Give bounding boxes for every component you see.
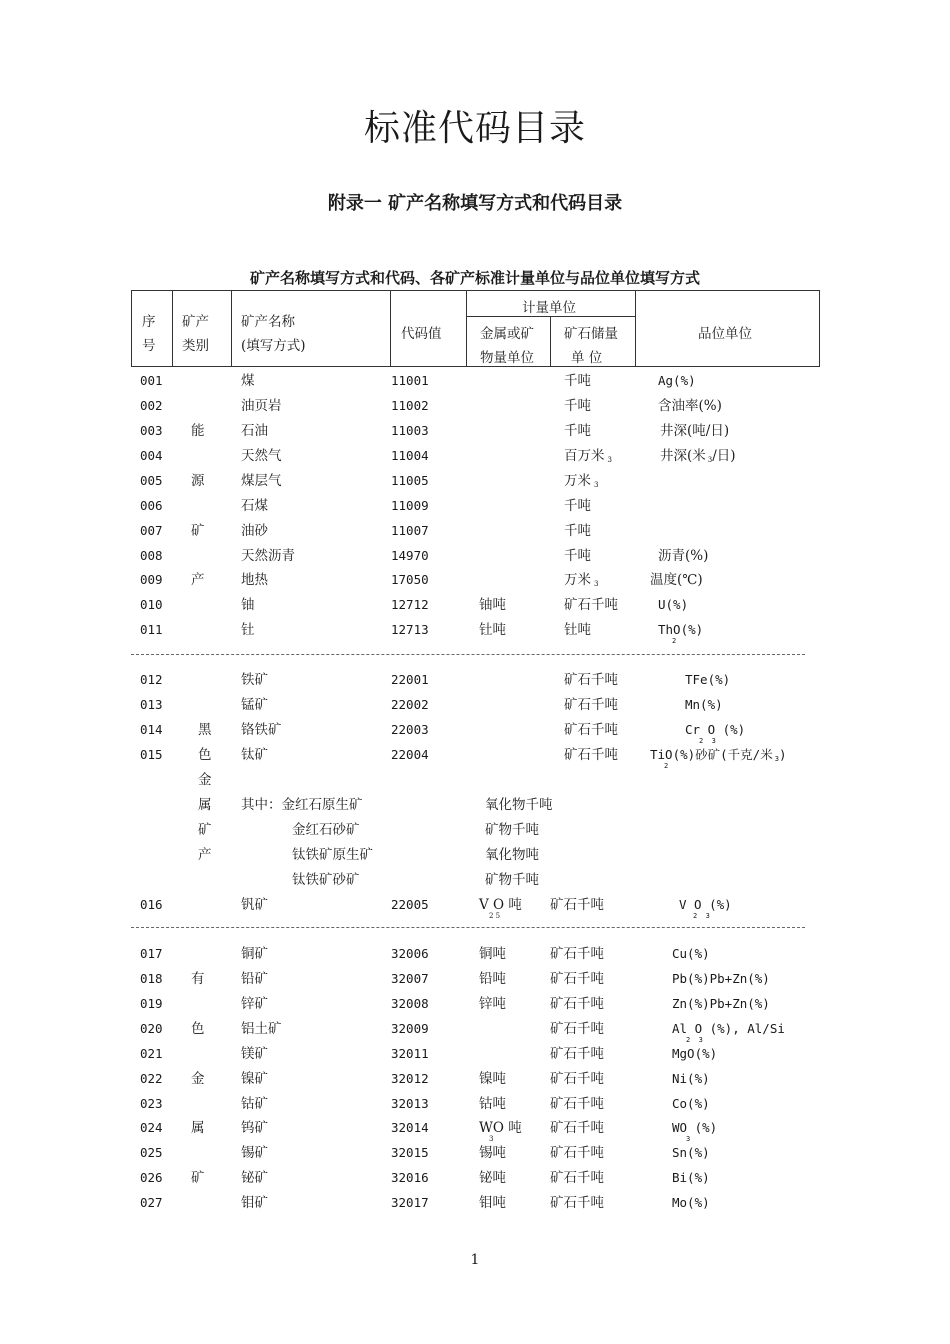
row-code: 11007 xyxy=(391,523,429,538)
subscript: 2 3 xyxy=(693,912,710,920)
row-metal-unit: 钴吨 xyxy=(479,1096,506,1112)
appendix-subtitle: 附录一 矿产名称填写方式和代码目录 xyxy=(327,193,623,214)
row-seq: 013 xyxy=(140,697,163,712)
category-char: 矿 xyxy=(198,822,212,838)
row-ore-unit: 钍吨 xyxy=(564,622,591,638)
row-code: 22002 xyxy=(391,697,429,712)
row-name: 油砂 xyxy=(241,523,268,539)
row-ore-unit: 矿石千吨 xyxy=(564,722,618,738)
row-name: 锌矿 xyxy=(241,996,268,1012)
row-grade-unit: 温度(℃) xyxy=(650,572,703,588)
row-code: 32015 xyxy=(391,1145,429,1160)
row-code: 12713 xyxy=(391,622,429,637)
row-seq: 014 xyxy=(140,722,163,737)
row-code: 32016 xyxy=(391,1170,429,1185)
header-seq-1: 序 xyxy=(142,314,156,330)
row-code: 11001 xyxy=(391,373,429,388)
row-name: 其中：金红石原生矿 xyxy=(241,797,363,813)
category-char: 源 xyxy=(191,473,205,489)
superscript: 3 xyxy=(594,481,599,489)
row-seq: 010 xyxy=(140,597,163,612)
row-ore-unit: 矿石千吨 xyxy=(550,1195,604,1211)
row-metal-unit: 氧化物千吨 xyxy=(485,797,553,813)
row-code: 32008 xyxy=(391,996,429,1011)
row-name: 铬铁矿 xyxy=(241,722,282,738)
row-code: 32013 xyxy=(391,1096,429,1111)
row-grade-unit: ThO 2 (%) xyxy=(658,622,703,638)
row-ore-unit: 千吨 xyxy=(564,398,591,414)
row-code: 22004 xyxy=(391,747,429,762)
category-char: 属 xyxy=(191,1120,205,1136)
row-name: 钴矿 xyxy=(241,1096,268,1112)
category-char: 金 xyxy=(191,1071,205,1087)
row-name: 铅矿 xyxy=(241,971,268,987)
row-grade-unit: 井深(米 3/日) xyxy=(660,448,736,464)
category-char: 矿 xyxy=(191,523,205,539)
row-grade-unit: Pb(%)Pb+Zn(%) xyxy=(672,971,770,986)
row-ore-unit: 矿石千吨 xyxy=(550,1120,604,1136)
category-char: 金 xyxy=(198,772,212,788)
row-seq: 018 xyxy=(140,971,163,986)
row-code: 17050 xyxy=(391,572,429,587)
row-name: 煤 xyxy=(241,373,255,389)
row-ore-unit: 千吨 xyxy=(564,548,591,564)
row-seq: 021 xyxy=(140,1046,163,1061)
row-seq: 017 xyxy=(140,946,163,961)
row-metal-unit: 钼吨 xyxy=(479,1195,506,1211)
row-ore-unit: 矿石千吨 xyxy=(564,672,618,688)
row-code: 11005 xyxy=(391,473,429,488)
page-title: 标准代码目录 xyxy=(363,108,586,149)
row-metal-unit: 镍吨 xyxy=(479,1071,506,1087)
grade-end: ) xyxy=(778,747,787,762)
header-seq-2: 号 xyxy=(142,338,156,354)
row-name: 铀 xyxy=(241,597,255,613)
row-grade-unit: Zn(%)Pb+Zn(%) xyxy=(672,996,770,1011)
superscript: 3 xyxy=(594,580,599,588)
row-seq: 009 xyxy=(140,572,163,587)
header-ore-1: 矿石储量 xyxy=(564,326,618,342)
row-name: 地热 xyxy=(241,572,268,588)
row-name: 铝土矿 xyxy=(241,1021,282,1037)
row-grade-unit: 沥青(%) xyxy=(658,548,709,564)
row-name: 煤层气 xyxy=(241,473,282,489)
row-ore-unit: 矿石千吨 xyxy=(550,946,604,962)
category-char: 能 xyxy=(191,423,205,439)
row-grade-unit: Cr O (%) 2 3 xyxy=(685,722,745,738)
header-name-1: 矿产名称 xyxy=(241,314,295,330)
row-ore-unit: 矿石千吨 xyxy=(550,971,604,987)
row-seq: 016 xyxy=(140,897,163,912)
row-code: 11003 xyxy=(391,423,429,438)
row-grade-unit: 井深(吨/日) xyxy=(660,423,730,439)
section-divider xyxy=(131,927,805,928)
row-code: 32009 xyxy=(391,1021,429,1036)
row-name: 金红石砂矿 xyxy=(292,822,360,838)
row-ore-unit: 矿石千吨 xyxy=(550,1071,604,1087)
subscript: 2 3 xyxy=(686,1036,703,1044)
row-code: 11009 xyxy=(391,498,429,513)
row-metal-unit: 锡吨 xyxy=(479,1145,506,1161)
row-name: 钨矿 xyxy=(241,1120,268,1136)
category-char: 色 xyxy=(191,1021,205,1037)
row-code: 14970 xyxy=(391,548,429,563)
row-code: 32014 xyxy=(391,1120,429,1135)
row-metal-unit: 铀吨 xyxy=(479,597,506,613)
row-name: 天然沥青 xyxy=(241,548,295,564)
row-code: 32012 xyxy=(391,1071,429,1086)
row-seq: 023 xyxy=(140,1096,163,1111)
row-ore-unit: 矿石千吨 xyxy=(564,747,618,763)
row-ore-unit: 百万米 3 xyxy=(564,448,612,464)
header-grade: 品位单位 xyxy=(698,326,752,342)
header-metal-1: 金属或矿 xyxy=(480,326,534,342)
row-grade-unit: Ni(%) xyxy=(672,1071,710,1086)
row-code: 32007 xyxy=(391,971,429,986)
row-ore-unit: 矿石千吨 xyxy=(550,1170,604,1186)
row-seq: 015 xyxy=(140,747,163,762)
superscript: 3 xyxy=(607,456,612,464)
subscript: 3 xyxy=(686,1135,691,1143)
page-number: 1 xyxy=(470,1252,480,1268)
header-unit-group: 计量单位 xyxy=(522,300,576,316)
row-metal-unit: 铋吨 xyxy=(479,1170,506,1186)
row-code: 22003 xyxy=(391,722,429,737)
row-seq: 003 xyxy=(140,423,163,438)
row-name: 锡矿 xyxy=(241,1145,268,1161)
header-category-2: 类别 xyxy=(182,338,209,354)
row-ore-unit: 矿石千吨 xyxy=(550,996,604,1012)
row-name: 铜矿 xyxy=(241,946,268,962)
row-seq: 019 xyxy=(140,996,163,1011)
row-grade-unit: TiO 2 (%)砂矿(千克/米 3) xyxy=(650,747,786,767)
row-ore-unit: 矿石千吨 xyxy=(550,1145,604,1161)
category-char: 产 xyxy=(198,847,212,863)
row-metal-unit: 铜吨 xyxy=(479,946,506,962)
row-metal-unit: V O 吨 2 5 xyxy=(479,897,522,913)
row-seq: 012 xyxy=(140,672,163,687)
subscript: 2 xyxy=(672,637,677,645)
row-grade-unit: U(%) xyxy=(658,597,689,612)
header-metal-2: 物量单位 xyxy=(480,350,534,366)
row-seq: 006 xyxy=(140,498,163,513)
row-grade-unit: MgO(%) xyxy=(672,1046,718,1061)
category-char: 属 xyxy=(198,797,212,813)
grade-tail: (%) xyxy=(680,622,704,637)
row-name: 钼矿 xyxy=(241,1195,268,1211)
row-ore-unit: 矿石千吨 xyxy=(550,1096,604,1112)
row-name: 镁矿 xyxy=(241,1046,268,1062)
row-metal-unit: 锌吨 xyxy=(479,996,506,1012)
row-grade-unit: TFe(%) xyxy=(685,672,731,687)
row-code: 22005 xyxy=(391,897,429,912)
row-name: 钛铁矿原生矿 xyxy=(292,847,373,863)
row-grade-unit: 含油率(%) xyxy=(658,398,722,414)
header-top-rule xyxy=(131,290,820,291)
row-seq: 027 xyxy=(140,1195,163,1210)
category-char: 有 xyxy=(191,971,205,987)
row-seq: 011 xyxy=(140,622,163,637)
row-name: 铁矿 xyxy=(241,672,268,688)
row-name: 钛铁矿砂矿 xyxy=(292,872,360,888)
superscript: 3 xyxy=(774,755,779,763)
row-code: 11002 xyxy=(391,398,429,413)
header-code: 代码值 xyxy=(401,326,442,342)
section-divider xyxy=(131,654,805,655)
row-metal-unit: 矿物千吨 xyxy=(485,822,539,838)
row-code: 11004 xyxy=(391,448,429,463)
row-seq: 022 xyxy=(140,1071,163,1086)
row-ore-unit: 万米 3 xyxy=(564,473,599,489)
row-ore-unit: 万米 3 xyxy=(564,572,599,588)
row-name: 油页岩 xyxy=(241,398,282,414)
row-metal-unit: 铅吨 xyxy=(479,971,506,987)
subscript: 2 xyxy=(664,762,669,770)
row-grade-unit: Ag(%) xyxy=(658,373,696,388)
category-char: 矿 xyxy=(191,1170,205,1186)
row-ore-unit: 千吨 xyxy=(564,523,591,539)
row-ore-unit: 千吨 xyxy=(564,373,591,389)
row-name: 天然气 xyxy=(241,448,282,464)
row-grade-unit: Cu(%) xyxy=(672,946,710,961)
row-code: 22001 xyxy=(391,672,429,687)
row-grade-unit: Al O (%), Al/Si 2 3 xyxy=(672,1021,785,1037)
row-metal-unit: 矿物千吨 xyxy=(485,872,539,888)
row-seq: 005 xyxy=(140,473,163,488)
row-code: 32017 xyxy=(391,1195,429,1210)
row-ore-unit: 矿石千吨 xyxy=(564,597,618,613)
grade-tail: (%)砂矿(千克/米 xyxy=(672,747,773,762)
row-name: 石煤 xyxy=(241,498,268,514)
row-ore-unit: 矿石千吨 xyxy=(550,897,604,913)
row-name: 铋矿 xyxy=(241,1170,268,1186)
row-code: 12712 xyxy=(391,597,429,612)
row-ore-unit: 矿石千吨 xyxy=(550,1046,604,1062)
row-grade-unit: WO (%) 3 xyxy=(672,1120,717,1136)
row-seq: 020 xyxy=(140,1021,163,1036)
row-seq: 004 xyxy=(140,448,163,463)
row-ore-unit: 矿石千吨 xyxy=(564,697,618,713)
row-seq: 002 xyxy=(140,398,163,413)
row-grade-unit: Mn(%) xyxy=(685,697,723,712)
subscript: 2 3 xyxy=(699,737,716,745)
category-char: 产 xyxy=(191,572,205,588)
row-grade-unit: Sn(%) xyxy=(672,1145,710,1160)
row-metal-unit: 氧化物吨 xyxy=(485,847,539,863)
row-metal-unit: 钍吨 xyxy=(479,622,506,638)
category-char: 黑 xyxy=(198,722,212,738)
header-ore-2: 单 位 xyxy=(571,350,603,366)
row-grade-unit: Bi(%) xyxy=(672,1170,710,1185)
row-name: 钛矿 xyxy=(241,747,268,763)
row-seq: 001 xyxy=(140,373,163,388)
row-seq: 007 xyxy=(140,523,163,538)
category-char: 色 xyxy=(198,747,212,763)
subscript: 2 5 xyxy=(489,912,501,920)
row-ore-unit: 千吨 xyxy=(564,498,591,514)
row-code: 32011 xyxy=(391,1046,429,1061)
superscript: 3 xyxy=(707,456,713,464)
row-metal-unit: WO 吨 3 xyxy=(479,1120,522,1136)
row-seq: 024 xyxy=(140,1120,163,1135)
row-name: 锰矿 xyxy=(241,697,268,713)
grade-tail: /日) xyxy=(712,448,736,464)
row-name: 钒矿 xyxy=(241,897,268,913)
header-category-1: 矿产 xyxy=(182,314,209,330)
header-name-2: (填写方式) xyxy=(241,338,306,354)
row-grade-unit: Mo(%) xyxy=(672,1195,710,1210)
row-ore-unit: 千吨 xyxy=(564,423,591,439)
row-grade-unit: V O (%) 2 3 xyxy=(679,897,732,913)
header-bottom-rule xyxy=(131,366,820,367)
subscript: 3 xyxy=(489,1135,494,1143)
row-code: 32006 xyxy=(391,946,429,961)
row-name: 石油 xyxy=(241,423,268,439)
row-name: 钍 xyxy=(241,622,255,638)
row-grade-unit: Co(%) xyxy=(672,1096,710,1111)
row-name: 镍矿 xyxy=(241,1071,268,1087)
row-seq: 025 xyxy=(140,1145,163,1160)
table-caption: 矿产名称填写方式和代码、各矿产标准计量单位与品位单位填写方式 xyxy=(249,269,700,287)
row-seq: 026 xyxy=(140,1170,163,1185)
row-ore-unit: 矿石千吨 xyxy=(550,1021,604,1037)
row-seq: 008 xyxy=(140,548,163,563)
